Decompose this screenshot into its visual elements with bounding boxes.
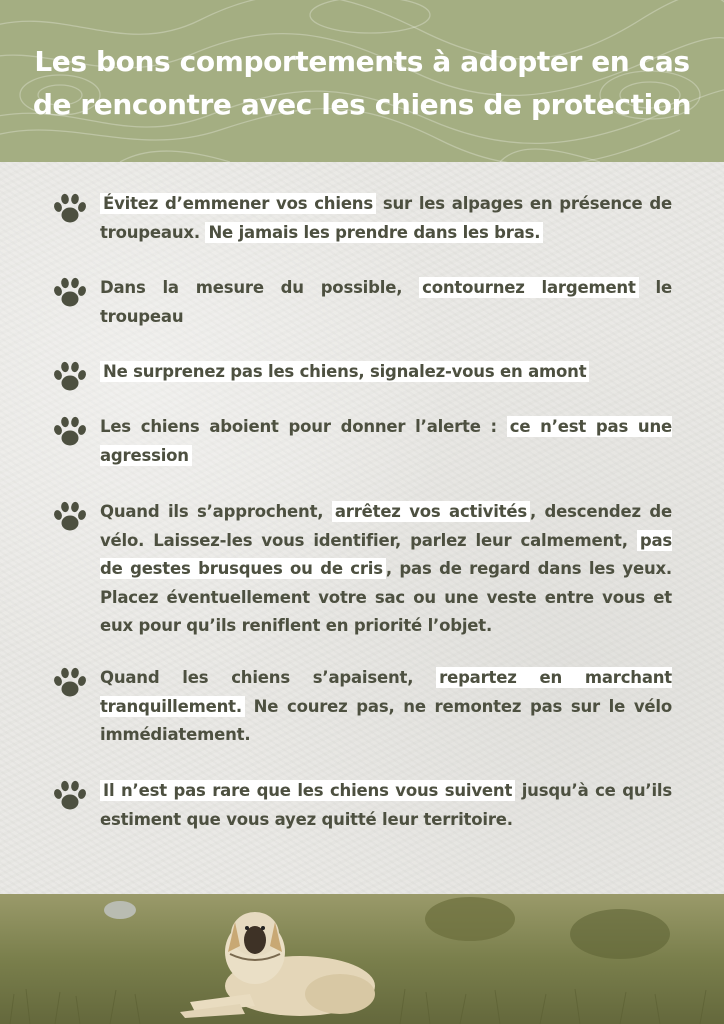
header-banner [0,0,724,162]
title-line-2: de rencontre avec les chiens de protection [32,88,692,121]
advice-text [100,274,672,331]
advice-item [52,358,672,387]
highlighted-text: pas de gestes brusques ou de cris [100,530,672,578]
text-segment: , pas de regard dans les yeux. Placez éventuellement votre sac ou une veste entre vous et eux pour qu’ils reniflent en priorité l’objet. [100,559,672,635]
dog-photo-illustration [0,894,724,1024]
dog-photo [0,894,724,1024]
paw-icon [52,779,88,813]
highlighted-text: arrêtez vos activités [332,501,530,522]
highlighted-text: Il n’est pas rare que les chiens vous suivent [100,780,515,801]
paw-icon [52,415,88,449]
advice-item [52,664,672,750]
advice-item [52,274,672,331]
advice-item [52,190,672,247]
highlighted-text: repartez en marchant tranquillement. [100,668,672,716]
paw-icon [52,360,88,394]
title-line-1: Les bons comportements à adopter en cas [34,45,690,78]
advice-text [100,664,672,750]
highlighted-text: Ne jamais les prendre dans les bras. [205,222,543,243]
text-segment: Les chiens aboient pour donner l’alerte : [100,417,507,436]
highlighted-text: ce n’est pas une agression [100,417,672,465]
text-segment: le troupeau [100,278,672,326]
highlighted-text: Évitez d’emmener vos chiens [100,193,376,214]
text-segment: Quand ils s’approchent, [100,502,332,521]
paw-icon [52,666,88,700]
advice-text [100,498,672,641]
paw-icon [52,500,88,534]
highlighted-text: contournez largement [419,277,639,298]
paw-icon [52,276,88,310]
advice-text [100,190,672,247]
text-segment: Dans la mesure du possible, [100,278,420,297]
advice-item [52,498,672,641]
paw-icon [52,192,88,226]
text-segment: sur les alpages en présence de troupeaux. [100,194,672,242]
advice-text [100,358,672,387]
page-title [0,40,724,126]
advice-text [100,777,672,834]
text-segment: Quand les chiens s’apaisent, [100,668,437,687]
text-segment: Ne courez pas, ne remontez pas sur le vélo immédiatement. [100,696,672,744]
text-segment: jusqu’à ce qu’ils estiment que vous ayez quitté leur territoire. [100,781,672,829]
advice-item [52,413,672,470]
text-segment: , descendez de vélo. Laissez-les vous identifier, parlez leur calmement, [100,502,672,550]
advice-text [100,413,672,470]
highlighted-text: Ne surprenez pas les chiens, signalez-vous en amont [100,361,589,382]
advice-item [52,777,672,834]
